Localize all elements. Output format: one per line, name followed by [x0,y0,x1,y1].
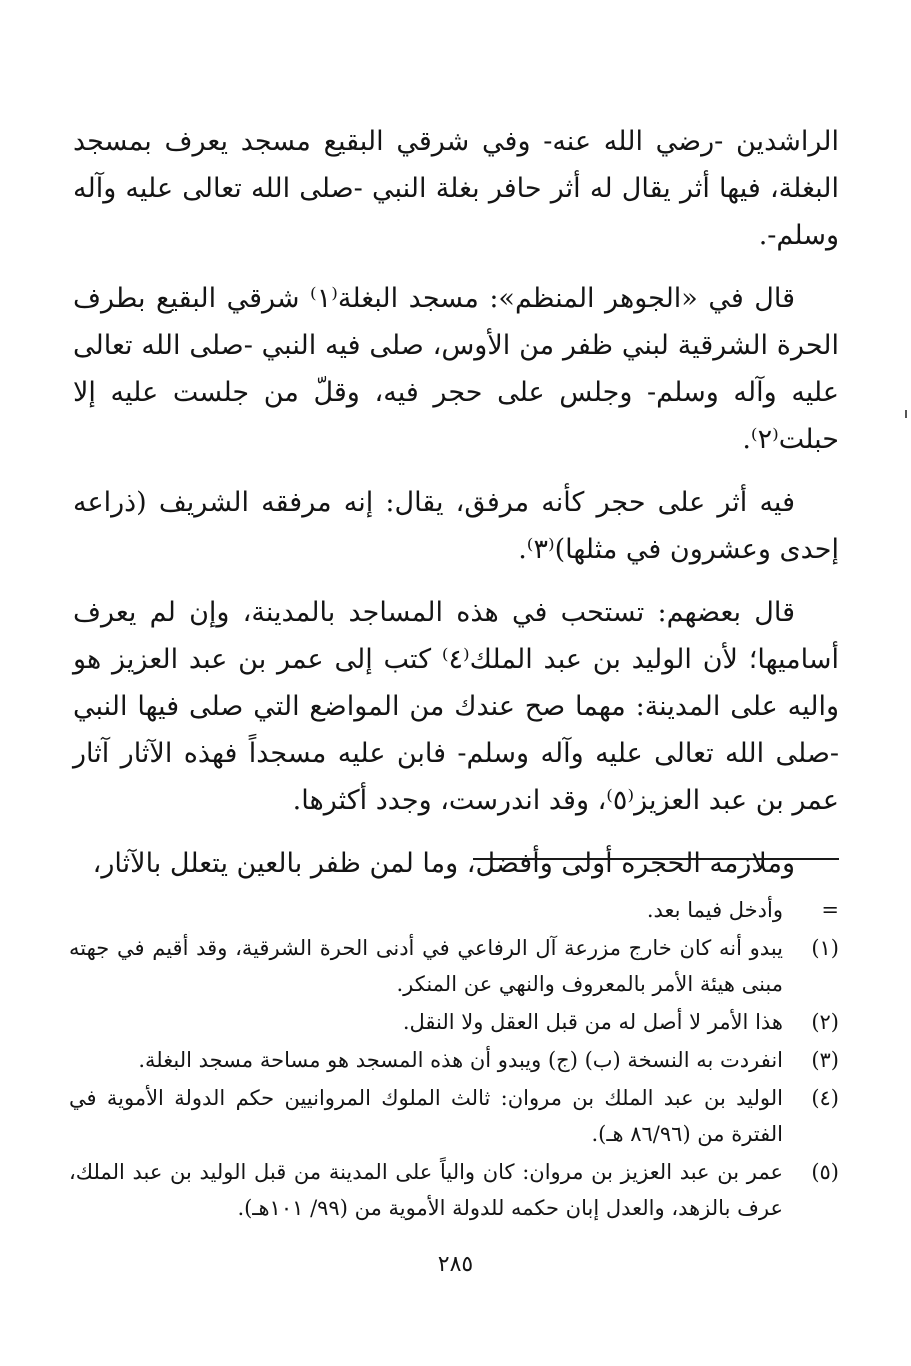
footnote-text: عمر بن عبد العزيز بن مروان: كان والياً على المدينة من قبل الوليد بن عبد الملك، عرف بالزهد، والعدل إبان حكمه للدولة الأموية من (٩٩/ ١٠١هـ). [69,1160,783,1220]
footnote-text: يبدو أنه كان خارج مزرعة آل الرفاعي في أدنى الحرة الشرقية، وقد أقيم في جهته مبنى هيئة الأمر بالمعروف والنهي عن المنكر. [69,936,783,996]
footnote-5 [69,1154,839,1226]
footnote-text: انفردت به النسخة (ب) (ج) ويبدو أن هذه المسجد هو مساحة مسجد البغلة. [138,1048,783,1072]
footnote-3 [69,1042,839,1078]
paragraph-5: وملازمة الحجرة أولى وأفضل، وما لمن ظفر بالعين يتعلل بالآثار، [92,848,795,879]
footnote-marker: = [821,898,839,922]
paragraph-2: قال في «الجوهر المنظم»: مسجد البغلة⁽١⁾ شرقي البقيع بطرف الحرة الشرقية لبني ظفر من الأوس، صلى فيه النبي -صلى الله تعالى عليه وآله وسلم- وجلس على حجر فيه، وقلّ من جلست عليه إلا حبلت⁽٢⁾. [73,283,839,455]
main-text [73,118,839,887]
footnote-4 [69,1080,839,1152]
footnote-number: (٢) [811,1010,839,1034]
paragraph-1: الراشدين -رضي الله عنه- وفي شرقي البقيع مسجد يعرف بمسجد البغلة، فيها أثر يقال له أثر حافر بغلة النبي -صلى الله تعالى عليه وآله وسلم-. [73,126,839,251]
footnote-2 [69,1004,839,1040]
footnote-number: (٤) [811,1086,839,1110]
footnotes [69,892,839,1228]
footnote-number: (٥) [811,1160,839,1184]
footnote-number: (١) [811,936,839,960]
footnote-1 [69,930,839,1002]
footnote-continuation [69,892,839,928]
paragraph-4: قال بعضهم: تستحب في هذه المساجد بالمدينة، وإن لم يعرف أساميها؛ لأن الوليد بن عبد الملك⁽٤⁾ كتب إلى عمر بن عبد العزيز هو واليه على المدينة: مهما صح عندك من المواضع التي صلى فيها النبي -صلى الله تعالى عليه وآله وسلم- فابن عليه مسجداً فهذه الآثار آثار عمر بن عبد العزيز⁽٥⁾، وقد اندرست، وجدد أكثرها. [73,597,839,816]
paragraph-3: فيه أثر على حجر كأنه مرفق، يقال: إنه مرفقه الشريف (ذراعه إحدى وعشرون في مثلها)⁽٣⁾. [73,487,839,565]
footnote-text: الوليد بن عبد الملك بن مروان: ثالث الملوك المروانيين حكم الدولة الأموية في الفترة من (٨٦/٩٦ هـ). [69,1086,783,1146]
footnote-number: (٣) [811,1048,839,1072]
footnote-text: وأدخل فيما بعد. [646,898,783,922]
footnote-separator [473,858,839,860]
page-number: ٢٨٥ [437,1252,474,1277]
footnote-text: هذا الأمر لا أصل له من قبل العقل ولا النقل. [402,1010,783,1034]
scan-edge-mark [905,410,907,418]
